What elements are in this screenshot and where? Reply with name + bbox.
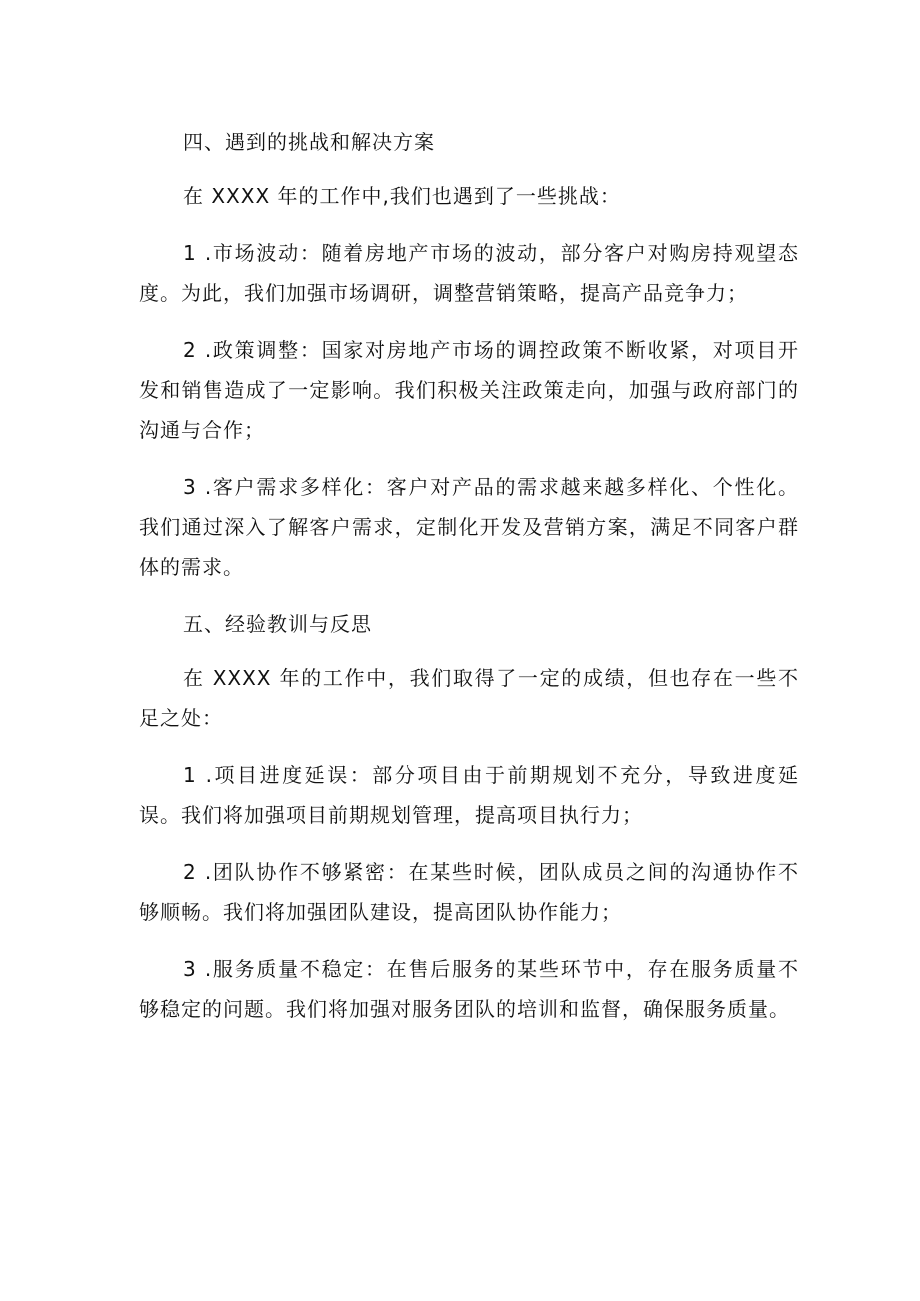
challenges-intro-paragraph: 在 XXXX 年的工作中,我们也遇到了一些挑战： xyxy=(183,184,621,208)
document-body xyxy=(139,122,799,1046)
challenge-item-policy: 2 .政策调整：国家对房地产市场的调控政策不断收紧，对项目开发和销售造成了一定影响。我们积极关注政策走向，加强与政府部门的沟通与合作； xyxy=(139,338,799,442)
lesson-item-service-quality: 3 .服务质量不稳定：在售后服务的某些环节中，存在服务质量不够稳定的问题。我们将加强对服务团队的培训和监督，确保服务质量。 xyxy=(139,957,799,1021)
lessons-intro-paragraph: 在 XXXX 年的工作中，我们取得了一定的成绩，但也存在一些不足之处： xyxy=(139,666,799,730)
lesson-item-team-collaboration: 2 .团队协作不够紧密：在某些时候，团队成员之间的沟通协作不够顺畅。我们将加强团队建设，提高团队协作能力； xyxy=(139,860,799,924)
challenge-item-market: 1 .市场波动：随着房地产市场的波动，部分客户对购房持观望态度。为此，我们加强市场调研，调整营销策略，提高产品竞争力； xyxy=(139,241,799,305)
section-heading-challenges: 四、遇到的挑战和解决方案 xyxy=(183,130,435,154)
lesson-item-project-delay: 1 .项目进度延误：部分项目由于前期规划不充分，导致进度延误。我们将加强项目前期规划管理，提高项目执行力； xyxy=(139,763,799,827)
section-heading-lessons: 五、经验教训与反思 xyxy=(183,612,372,636)
challenge-item-customer-needs: 3 .客户需求多样化：客户对产品的需求越来越多样化、个性化。我们通过深入了解客户需求，定制化开发及营销方案，满足不同客户群体的需求。 xyxy=(139,475,799,579)
